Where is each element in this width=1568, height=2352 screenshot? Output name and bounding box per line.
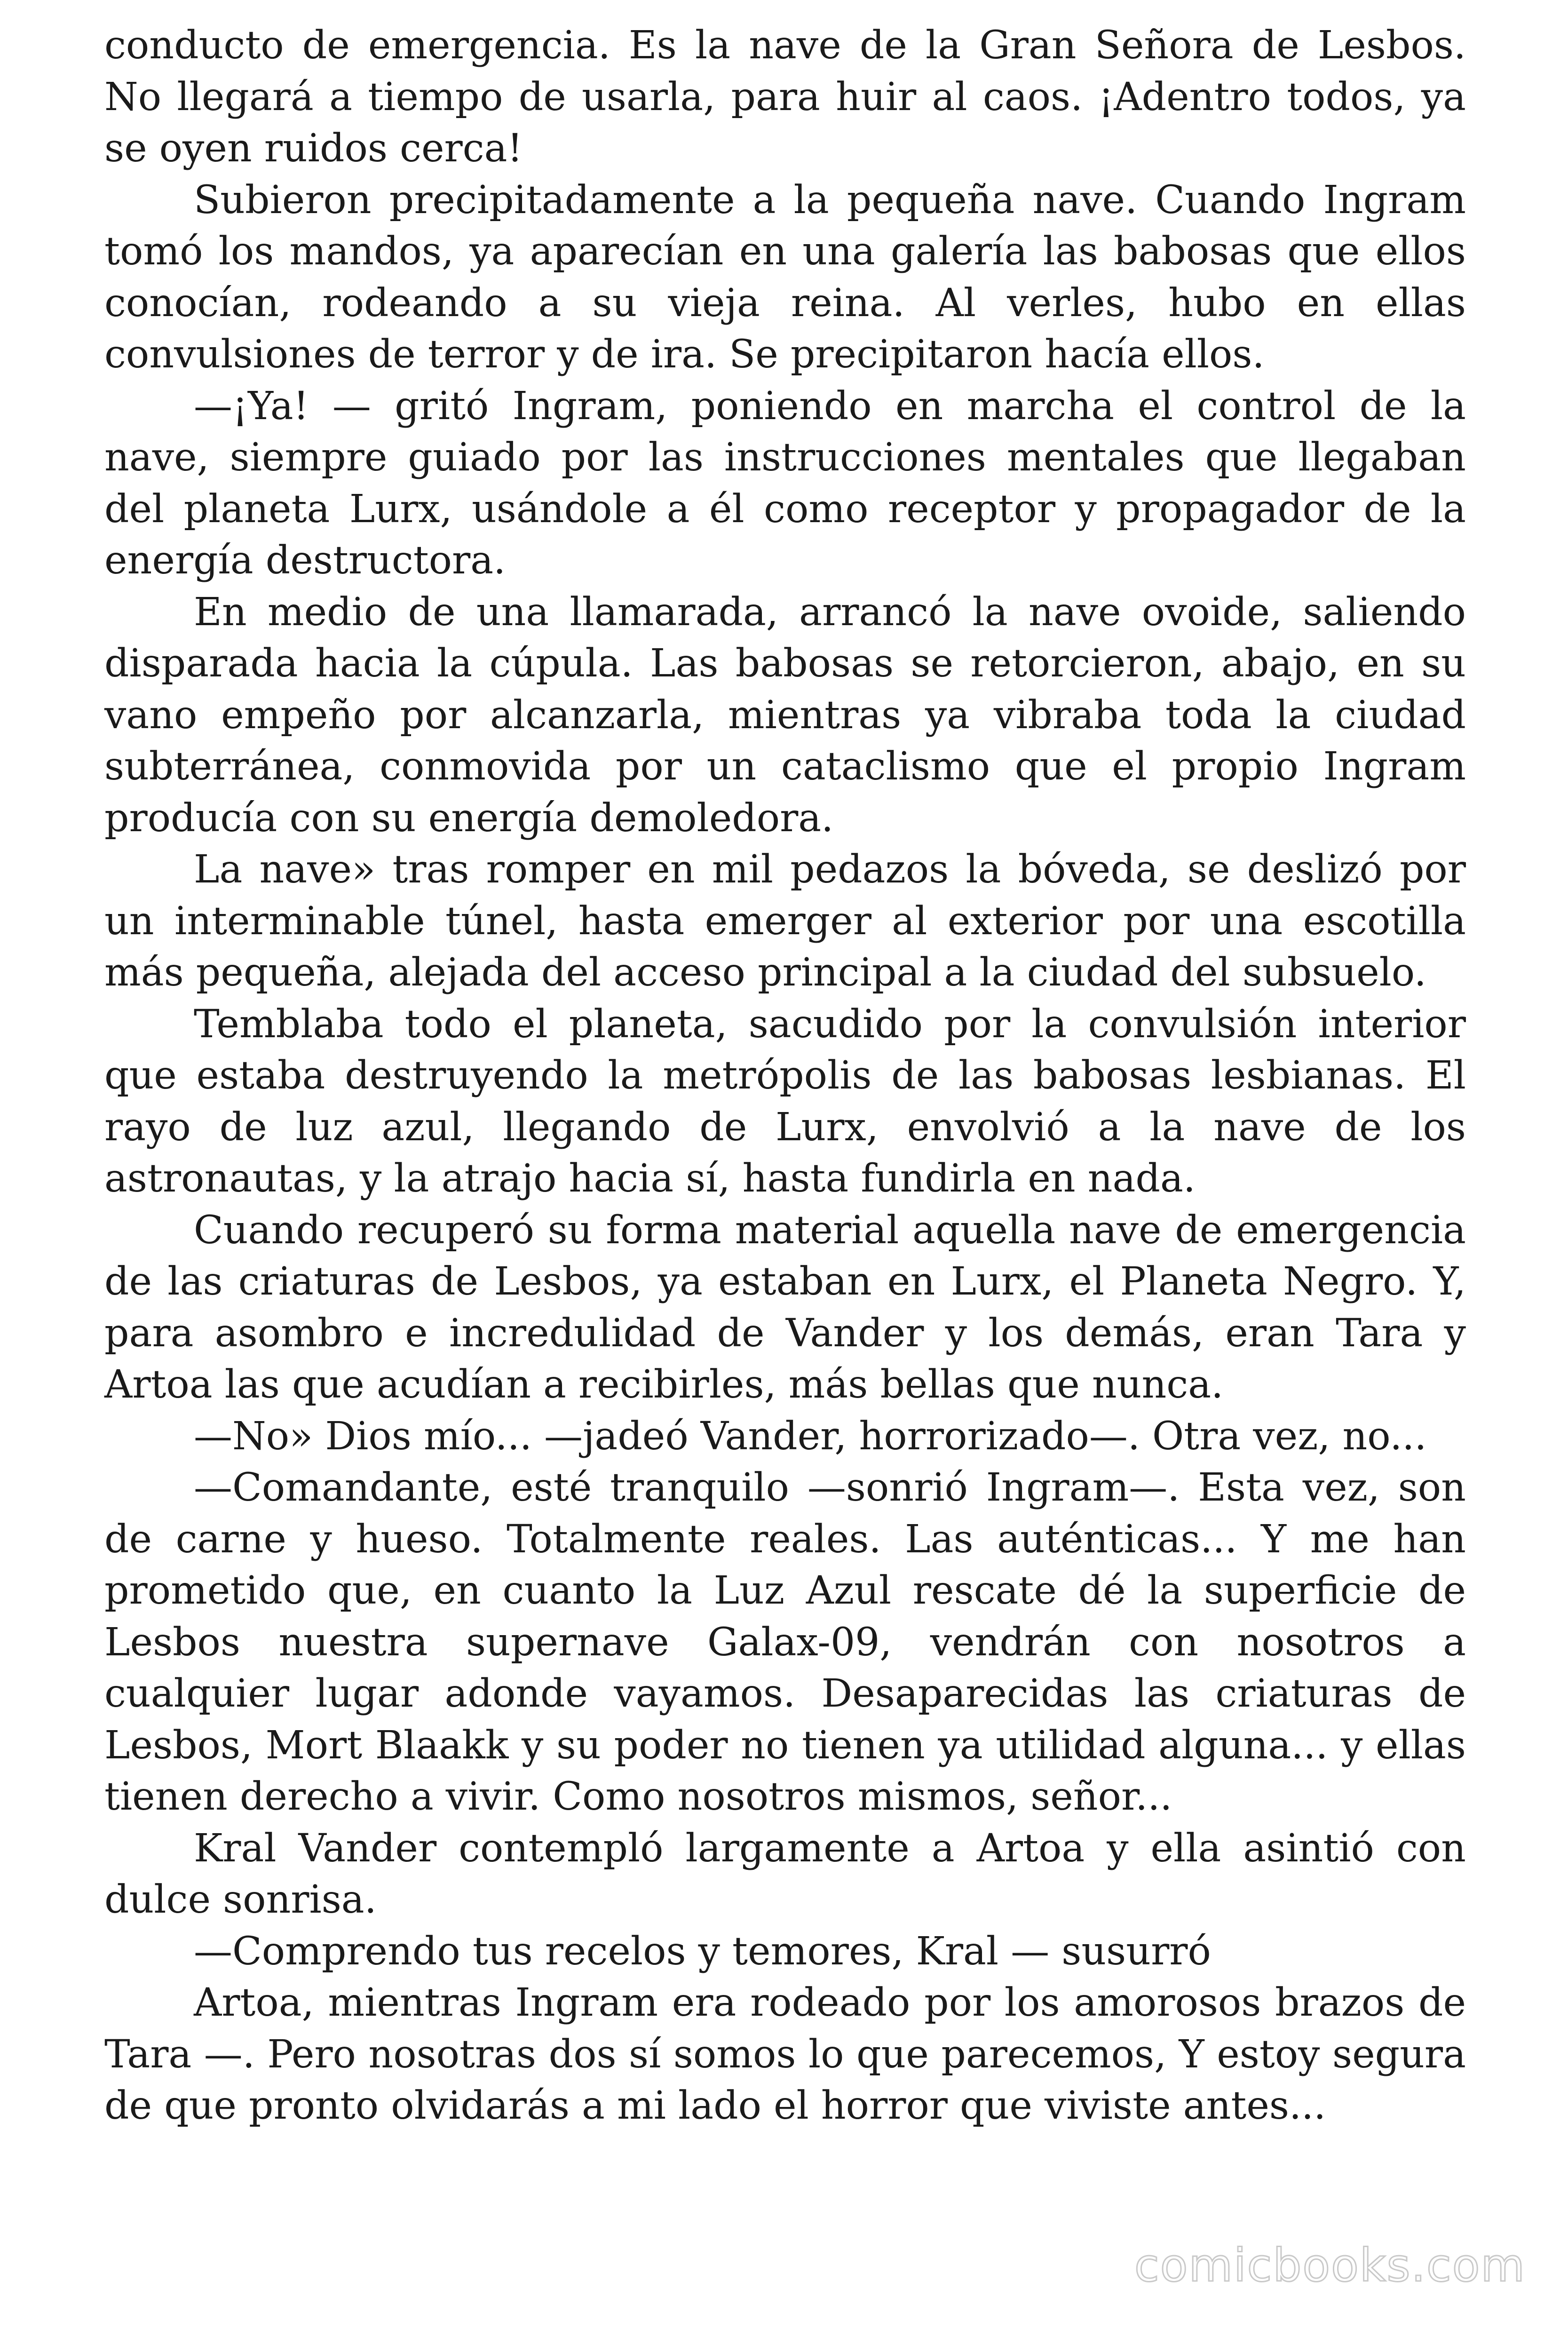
paragraph-10: Kral Vander contempló largamente a Artoa y ella asintió con dulce sonrisa.	[104, 1826, 1466, 1922]
paragraph-5: La nave» tras romper en mil pedazos la bóveda, se deslizó por un interminable túnel, hasta emerger al exterior por una escotilla más pequeña, alejada del acceso principal a la ciudad del subsuelo.	[104, 847, 1466, 995]
paragraph-9: —Comandante, esté tranquilo —sonrió Ingram—. Esta vez, son de carne y hueso. Totalmente reales. Las auténticas... Y me han prometido que, en cuanto la Luz Azul rescate dé la superficie de Lesbos nuestra supernave Galax-09, vendrán con nosotros a cualquier lugar adonde vayamos. Desaparecidas las criaturas de Lesbos, Mort Blaakk y su poder no tienen ya utilidad alguna... y ellas tienen derecho a vivir. Como nosotros mismos, señor...	[104, 1465, 1466, 1819]
page-body-text	[104, 20, 1466, 2132]
paragraph-2: Subieron precipitadamente a la pequeña nave. Cuando Ingram tomó los mandos, ya aparecían en una galería las babosas que ellos conocían, rodeando a su vieja reina. Al verles, hubo en ellas convulsiones de terror y de ira. Se precipitaron hacía ellos.	[104, 177, 1466, 377]
paragraph-3: —¡Ya! — gritó Ingram, poniendo en marcha el control de la nave, siempre guiado por las instrucciones mentales que llegaban del planeta Lurx, usándole a él como receptor y propagador de la energía destructora.	[104, 383, 1466, 583]
paragraph-1: conducto de emergencia. Es la nave de la Gran Señora de Lesbos. No llegará a tiempo de usarla, para huir al caos. ¡Adentro todos, ya se oyen ruidos cerca!	[104, 23, 1466, 171]
watermark-text: comicbooks.com	[1134, 2239, 1526, 2292]
paragraph-6: Temblaba todo el planeta, sacudido por la convulsión interior que estaba destruyendo la metrópolis de las babosas lesbianas. El rayo de luz azul, llegando de Lurx, envolvió a la nave de los astronautas, y la atrajo hacia sí, hasta fundirla en nada.	[104, 1001, 1466, 1201]
paragraph-11: —Comprendo tus recelos y temores, Kral — susurró	[194, 1929, 1211, 1974]
paragraph-8: —No» Dios mío... —jadeó Vander, horrorizado—. Otra vez, no...	[194, 1414, 1427, 1459]
paragraph-12: Artoa, mientras Ingram era rodeado por los amorosos brazos de Tara —. Pero nosotras dos sí somos lo que parecemos, Y estoy segura de que pronto olvidarás a mi lado el horror que viviste antes...	[104, 1980, 1466, 2128]
paragraph-7: Cuando recuperó su forma material aquella nave de emergencia de las criaturas de Lesbos, ya estaban en Lurx, el Planeta Negro. Y, para asombro e incredulidad de Vander y los demás, eran Tara y Artoa las que acudían a recibirles, más bellas que nunca.	[104, 1208, 1466, 1407]
paragraph-4: En medio de una llamarada, arrancó la nave ovoide, saliendo disparada hacia la cúpula. Las babosas se retorcieron, abajo, en su vano empeño por alcanzarla, mientras ya vibraba toda la ciudad subterránea, conmovida por un cataclismo que el propio Ingram producía con su energía demoledora.	[104, 589, 1466, 841]
